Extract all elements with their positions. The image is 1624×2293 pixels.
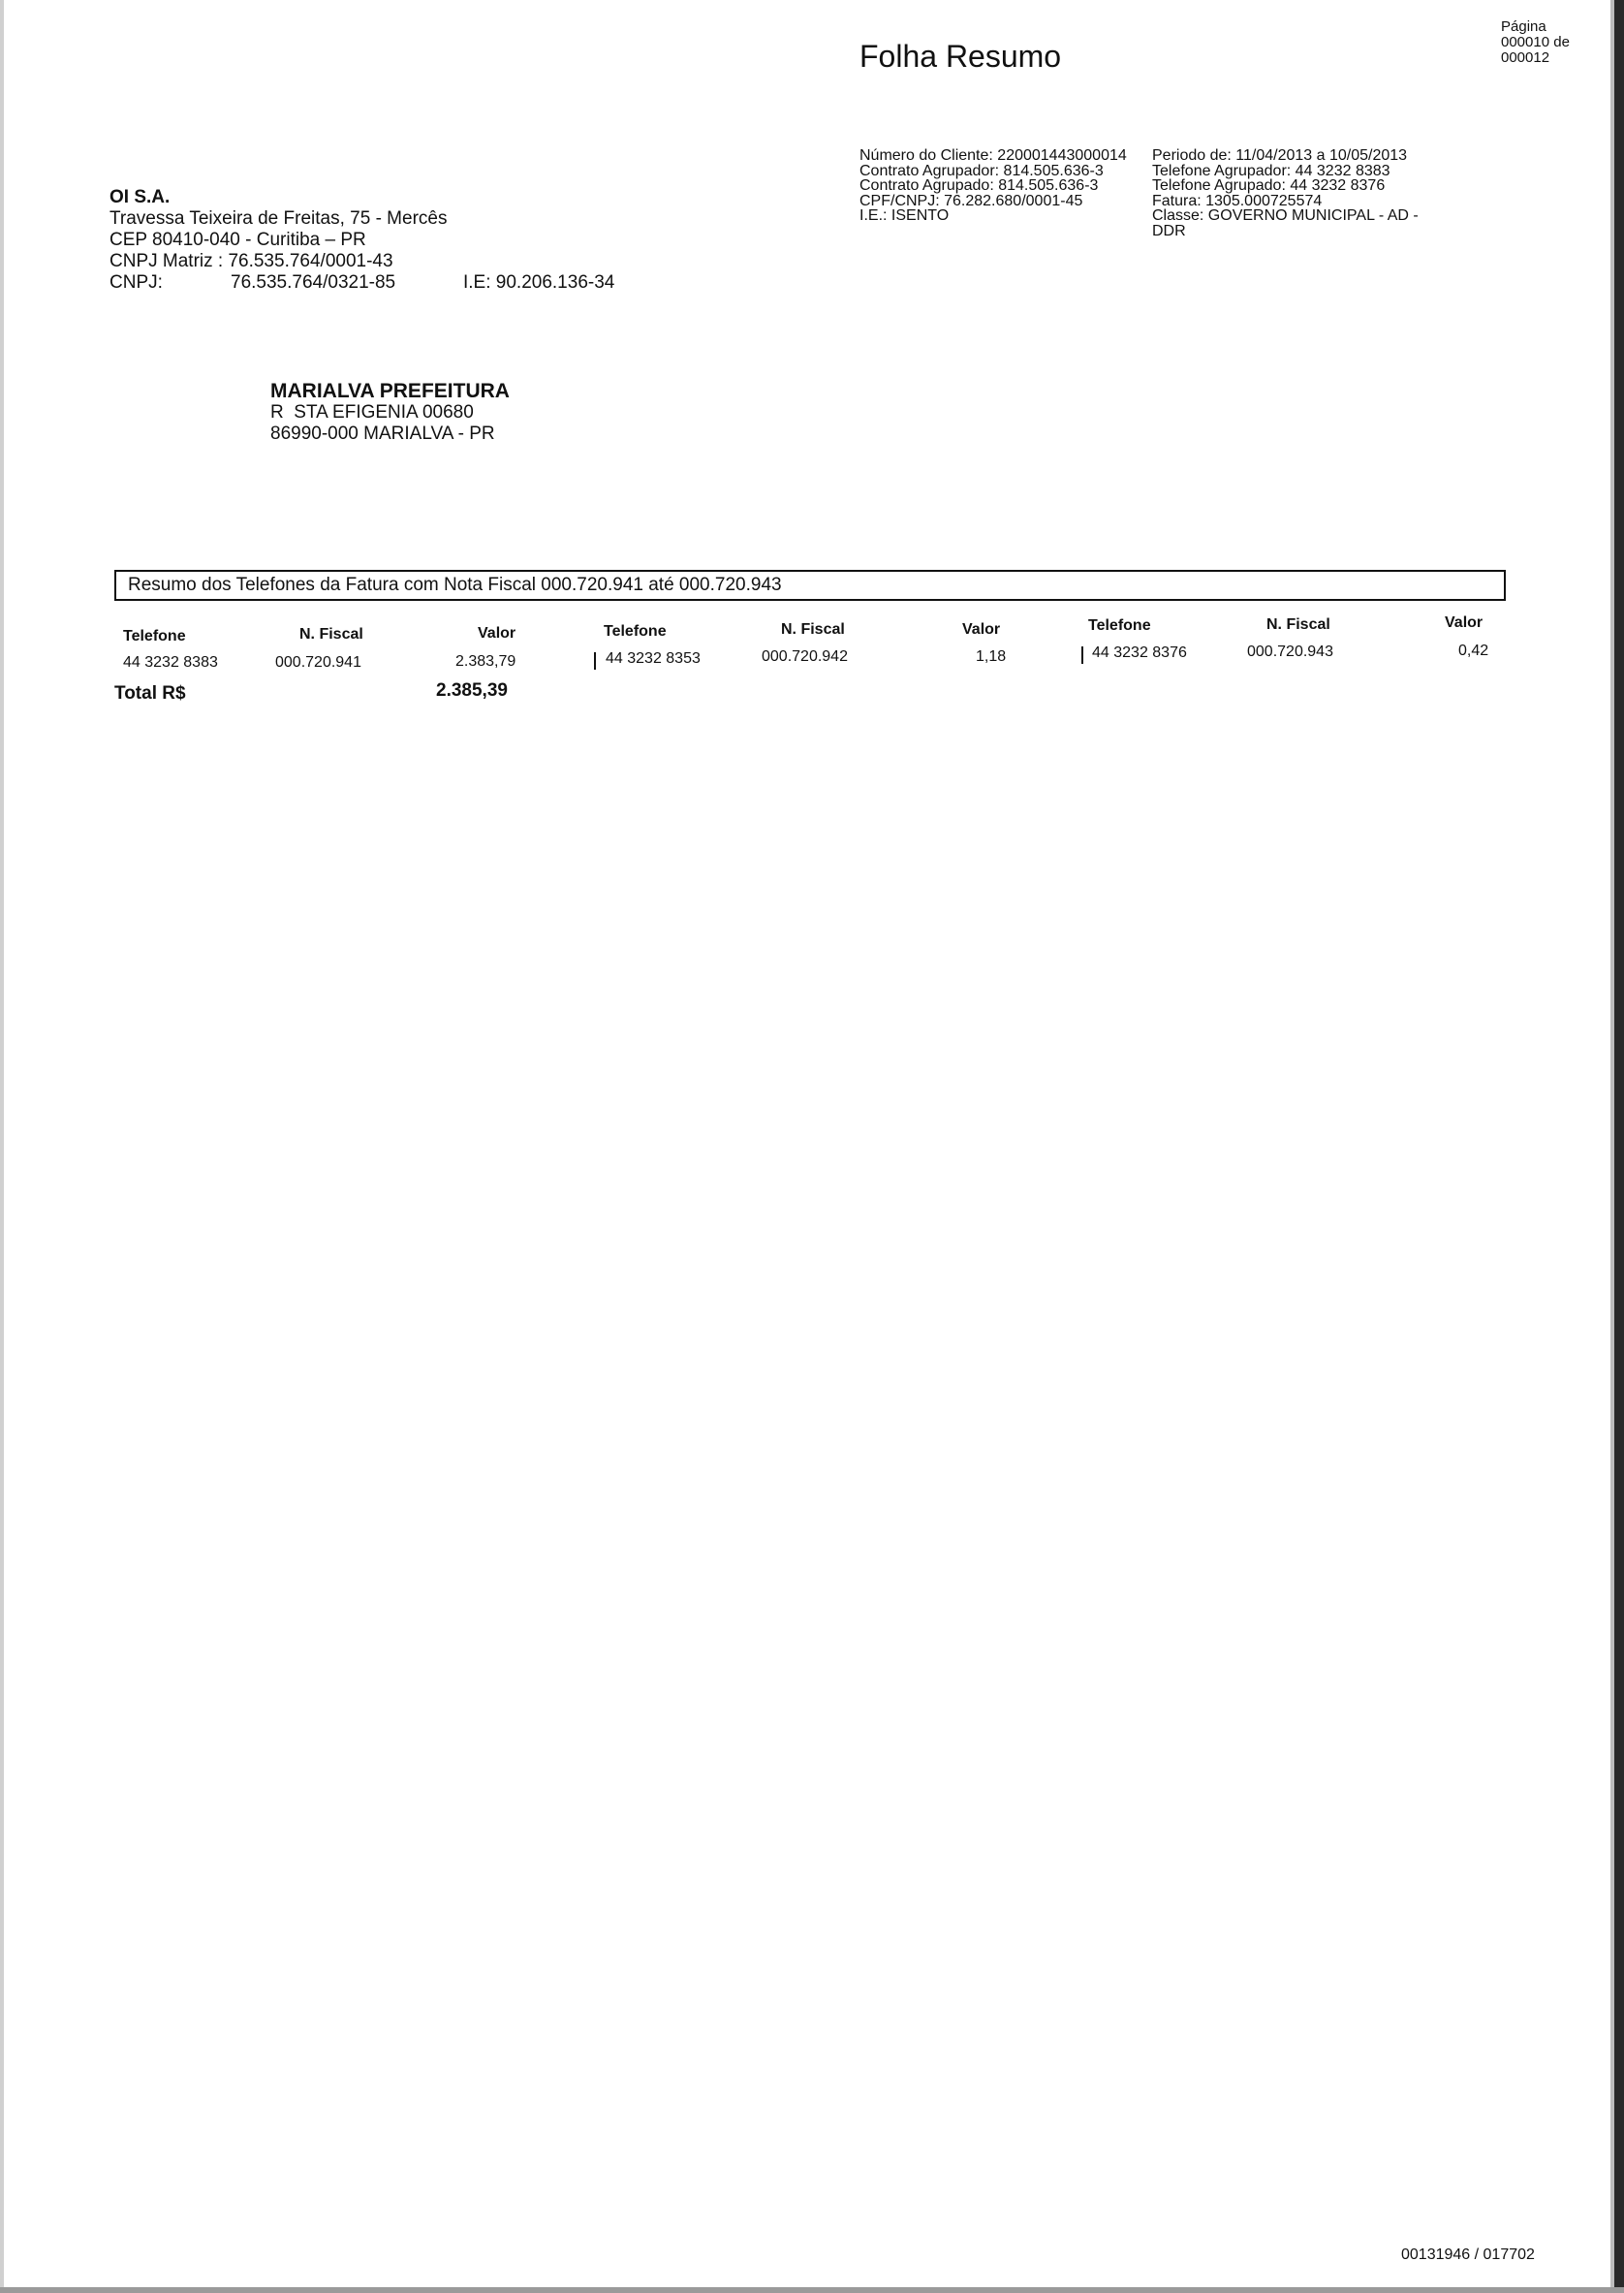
company-name: OI S.A. [109,187,171,207]
recipient-street: R STA EFIGENIA 00680 [270,402,474,423]
scan-edge-left [0,0,4,2293]
invoice-number: Fatura: 1305.000725574 [1152,192,1323,209]
col-header-valor-1: Valor [478,625,516,642]
company-cnpj-matriz: CNPJ Matriz : 76.535.764/0001-43 [109,251,393,271]
summary-box [114,570,1506,601]
recipient-block [270,381,510,445]
client-class: Classe: GOVERNO MUNICIPAL - AD - [1152,207,1419,224]
client-number: Número do Cliente: 220001443000014 [859,147,1127,164]
summary-title: Resumo dos Telefones da Fatura com Nota Fiscal 000.720.941 até 000.720.943 [128,575,782,595]
row-1-nfiscal: 000.720.941 [275,654,361,671]
row-3-separator [1081,646,1083,664]
scan-edge-right [1614,0,1624,2293]
company-cep: CEP 80410-040 - Curitiba – PR [109,230,366,250]
client-info-right [1152,148,1419,238]
row-2-valor: 1,18 [976,648,1007,665]
col-header-telefone-1: Telefone [123,628,186,644]
row-2-nfiscal: 000.720.942 [762,648,848,665]
col-header-nfiscal-3: N. Fiscal [1266,616,1330,633]
row-1-telefone: 44 3232 8383 [123,654,218,671]
contract-grouped: Contrato Agrupado: 814.505.636-3 [859,177,1099,194]
row-2-separator [594,652,596,670]
company-cnpj-row [109,272,615,294]
page-counter-total: 000012 [1501,49,1550,66]
company-ie: I.E: 90.206.136-34 [463,272,615,293]
cpf-cnpj: CPF/CNPJ: 76.282.680/0001-45 [859,192,1083,209]
col-header-telefone-3: Telefone [1088,617,1151,634]
billing-period: Periodo de: 11/04/2013 a 10/05/2013 [1152,147,1408,164]
row-1-valor: 2.383,79 [455,653,516,670]
footer-code: 00131946 / 017702 [1401,2246,1535,2263]
contract-grouper: Contrato Agrupador: 814.505.636-3 [859,162,1104,179]
client-info-left [859,148,1127,224]
col-header-valor-3: Valor [1445,614,1483,631]
total-label: Total R$ [114,683,186,704]
col-header-valor-2: Valor [962,621,1001,638]
recipient-name: MARIALVA PREFEITURA [270,380,510,402]
company-block [109,187,615,294]
company-cnpj-value: 76.535.764/0321-85 [231,272,396,293]
col-header-nfiscal-2: N. Fiscal [781,621,845,638]
scan-edge-bottom [0,2287,1624,2293]
company-address: Travessa Teixeira de Freitas, 75 - Mercês [109,208,448,229]
client-ie: I.E.: ISENTO [859,207,950,224]
row-3-valor: 0,42 [1458,643,1489,659]
company-cnpj-label: CNPJ: [109,272,163,293]
recipient-city: 86990-000 MARIALVA - PR [270,424,495,444]
page-counter [1501,19,1570,66]
client-class-cont: DDR [1152,222,1186,239]
row-3-nfiscal: 000.720.943 [1247,644,1333,660]
col-header-telefone-2: Telefone [604,623,667,640]
phone-grouped: Telefone Agrupado: 44 3232 8376 [1152,177,1386,194]
page-counter-current: 000010 de [1501,34,1570,50]
page-counter-label: Página [1501,18,1546,35]
total-value: 2.385,39 [436,680,508,701]
row-3-telefone: 44 3232 8376 [1092,644,1187,661]
page-title: Folha Resumo [859,39,1062,74]
row-2-telefone: 44 3232 8353 [606,650,701,667]
phone-grouper: Telefone Agrupador: 44 3232 8383 [1152,162,1390,179]
col-header-nfiscal-1: N. Fiscal [299,626,363,643]
